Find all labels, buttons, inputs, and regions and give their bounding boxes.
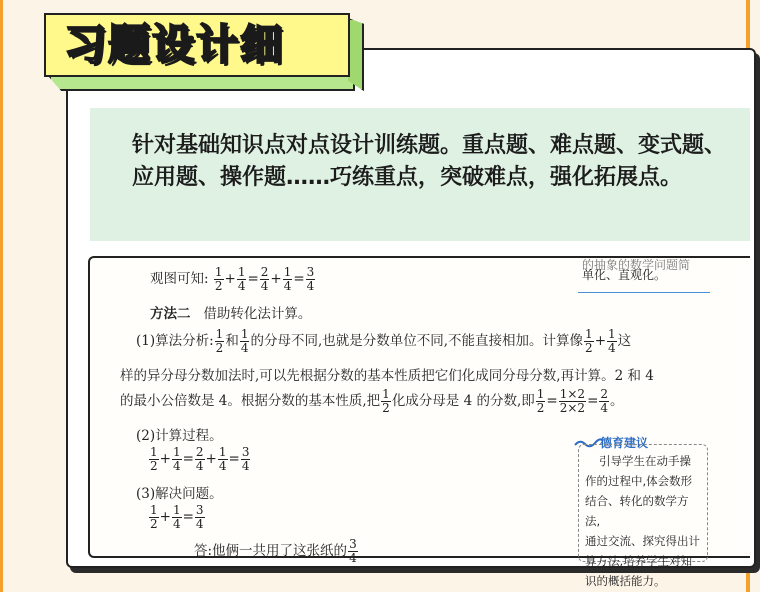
method-heading [150, 302, 311, 322]
note-line: 结合、转化的数学方法, [585, 494, 689, 528]
note-line: 算方法,培养学生对知 [585, 554, 693, 568]
observation-line: 观图可知: $\frac{1}{2}$ + $\frac{1}{4}$ = $\frac{2}{4}$ + $\frac{1}{4}$ = $\frac{3}{4}$ [150, 265, 315, 293]
fraction: $\frac{1}{4}$ [218, 445, 227, 473]
side-note-text: 单化、直观化。 [582, 268, 667, 282]
note-body [578, 444, 708, 588]
fraction: $\frac{1}{2}$ [536, 387, 545, 415]
fraction: $\frac{1}{4}$ [608, 327, 616, 355]
note-line: 通过交流、探究得出计 [585, 534, 700, 548]
left-orange-edge [0, 0, 3, 592]
textbook-excerpt [88, 256, 750, 588]
analysis-text-3b: 化成分母是 4 的分数,即 [391, 393, 535, 409]
solve-equation: $\frac{1}{2}$ + $\frac{1}{4}$ = $\frac{3}{4}$ [150, 503, 204, 531]
note-line: 作的过程中,体会数形 [585, 474, 693, 488]
fraction: $\frac{1}{2}$ [382, 387, 390, 415]
note-line: 识的概括能力。 [585, 574, 666, 588]
calc-process: $\frac{1}{2}$ + $\frac{1}{4}$ = $\frac{2}{4}$ + $\frac{1}{4}$ = $\frac{3}{4}$ [150, 445, 250, 473]
title-banner-side [348, 18, 364, 91]
fraction: $\frac{1}{4}$ [283, 265, 292, 293]
fraction: $\frac{1}{2}$ [214, 265, 223, 293]
fraction: $\frac{1}{4}$ [172, 503, 181, 531]
page-title: 习题设计细 [64, 20, 285, 69]
fraction: $\frac{1}{4}$ [240, 327, 249, 355]
text-and: 和 [225, 333, 239, 349]
method-text: 借助转化法计算。 [203, 306, 312, 322]
fraction: $\frac{3}{4}$ [306, 265, 315, 293]
method-label: 方法二 [150, 306, 191, 322]
moral-suggestion-box [578, 434, 710, 588]
fraction: $\frac{1}{2}$ [585, 327, 593, 355]
period: 。 [610, 393, 624, 409]
fraction: $\frac{1}{4}$ [172, 445, 181, 473]
intro-panel [90, 108, 750, 241]
fraction: $\frac{3}{4}$ [195, 503, 204, 531]
fraction: $\frac{1}{4}$ [237, 265, 246, 293]
analysis-text-3a: 的最小公倍数是 4。根据分数的基本性质,把 [120, 393, 381, 409]
fraction: $\frac{3}{4}$ [241, 445, 250, 473]
fraction: $\frac{3}{4}$ [349, 537, 357, 565]
note-line: 引导学生在动手操 [599, 454, 691, 468]
note-title: 德育建议 [600, 436, 649, 450]
answer-text: 答:他俩一共用了这张纸的 [194, 543, 348, 559]
analysis-text-end: 这 [617, 333, 632, 349]
answer-line [194, 538, 359, 565]
fraction: $\frac{1}{2}$ [150, 445, 158, 473]
step-2-heading: (2)计算过程。 [136, 428, 223, 444]
analysis-line-3: 的最小公倍数是 4。根据分数的基本性质,把 $\frac{1}{2}$ 化成分母是 4 的分数,即 $\frac{1}{2}$ = $\frac{1\times 2}{2\times 2}$ = $\frac{2}{4}$ 。 [120, 387, 624, 415]
fraction: $\frac{2}{4}$ [195, 445, 204, 473]
fraction: $\frac{2}{4}$ [260, 265, 269, 293]
intro-text: 针对基础知识点对点设计训练题。重点题、难点题、变式题、应用题、操作题……巧练重点，突破难点，强化拓展点。 [132, 133, 727, 190]
analysis-text: 的分母不同,也就是分数单位不同,不能直接相加。计算像 [250, 333, 584, 349]
analysis-line-2: 样的异分母分数加法时,可以先根据分数的基本性质把它们化成同分母分数,再计算。2 和 4 [120, 368, 654, 384]
step-3-heading: (3)解决问题。 [136, 486, 223, 502]
side-note-cut-text: 的抽象的数学问题简 [582, 258, 691, 272]
analysis-label: (1)算法分析: [136, 333, 214, 349]
fraction: $\frac{1}{2}$ [215, 327, 224, 355]
title-banner-depth [49, 77, 355, 91]
side-note-top [578, 256, 710, 293]
fraction: $\frac{1\times 2}{2\times 2}$ [559, 387, 586, 415]
observation-label: 观图可知: [150, 271, 209, 287]
analysis-line-1: (1)算法分析: $\frac{1}{2}$ 和 $\frac{1}{4}$ 的分母不同,也就是分数单位不同,不能直接相加。计算像 $\frac{1}{2}$ + $\frac{1}{4}$ 这 [136, 327, 632, 355]
fraction: $\frac{1}{2}$ [150, 503, 158, 531]
fraction: $\frac{2}{4}$ [600, 387, 609, 415]
